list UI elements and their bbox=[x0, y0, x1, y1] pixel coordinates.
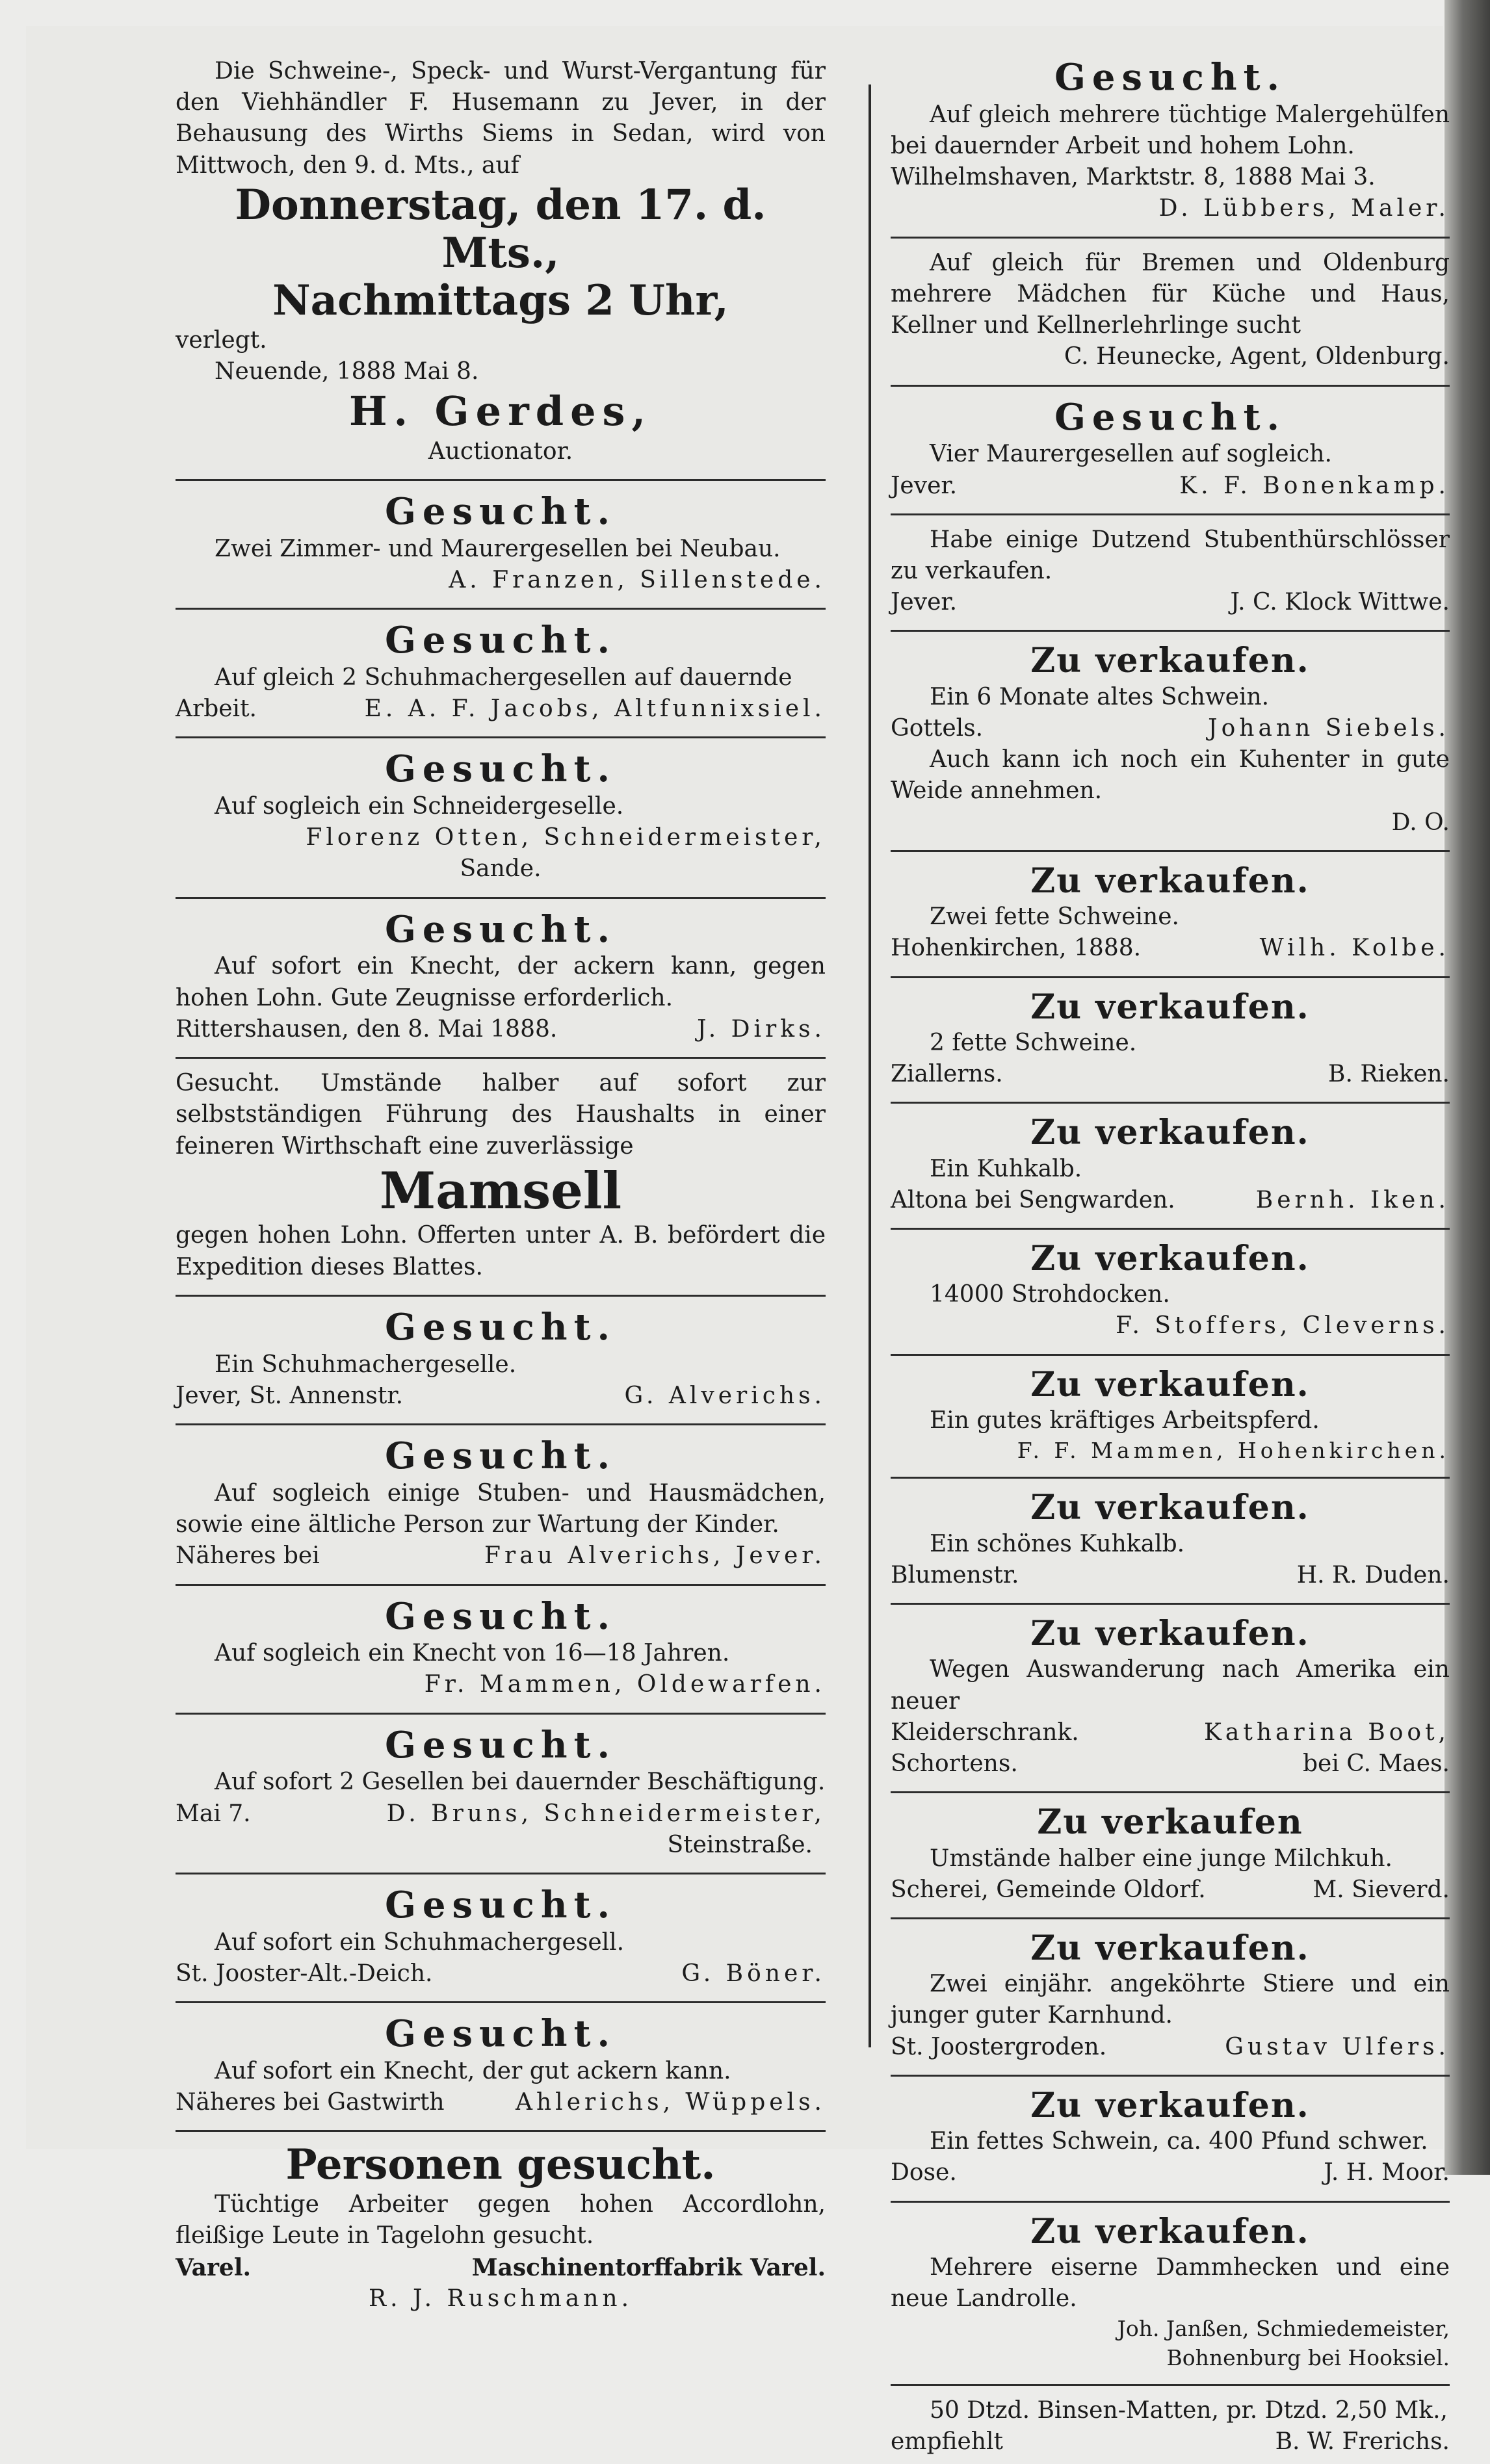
ad-place: Schortens. bbox=[891, 1750, 1018, 1778]
ad-heading: Zu verkaufen. bbox=[1030, 1614, 1310, 1654]
ad-signature: Katharina Boot, bbox=[1204, 1718, 1450, 1746]
ad-verkaufen bbox=[891, 2208, 1450, 2379]
ad-text: Ein fettes Schwein, ca. 400 Pfund schwer. bbox=[930, 2128, 1428, 2155]
ad-signature: Frau Alverichs, Jever. bbox=[484, 1542, 826, 1570]
ad-text: Auf sofort ein Knecht, der gut ackern kann. bbox=[215, 2058, 731, 2085]
ad-text: Zwei fette Schweine. bbox=[930, 903, 1179, 931]
left-column bbox=[176, 52, 826, 2321]
divider bbox=[891, 1228, 1450, 1230]
ad-place: Dose. bbox=[891, 2159, 957, 2186]
divider bbox=[176, 1873, 826, 1874]
column-divider bbox=[869, 84, 871, 2047]
ad-gesucht bbox=[176, 904, 826, 1052]
ad-signature: D. Bruns, Schneidermeister, bbox=[386, 1800, 826, 1827]
ad-heading: Gesucht. bbox=[1054, 395, 1286, 439]
ad-heading: Gesucht. bbox=[1054, 56, 1286, 99]
ad-text: Habe einige Dutzend Stubenthürschlösser zu verkaufen. bbox=[891, 526, 1450, 585]
ad-heading: Gesucht. bbox=[385, 907, 616, 951]
ad-verkaufen bbox=[891, 1484, 1450, 1598]
ad-heading: Zu verkaufen. bbox=[1030, 1113, 1310, 1153]
ad-heading: Zu verkaufen. bbox=[1030, 2211, 1310, 2251]
ad-binsen-matten bbox=[891, 2391, 1450, 2464]
ad-signature: F. Stoffers, Cleverns. bbox=[1116, 1312, 1450, 1340]
ad-text: Zwei Zimmer- und Maurergesellen bei Neubau. bbox=[215, 535, 781, 562]
ad-signature: J. Dirks. bbox=[697, 1015, 826, 1043]
ad-text: Ein gutes kräftiges Arbeitspferd. bbox=[930, 1407, 1320, 1434]
ad-gesucht bbox=[176, 1720, 826, 1867]
ad-place: Jever. bbox=[891, 472, 958, 499]
ad-signature: D. O. bbox=[1391, 809, 1450, 836]
ad-text: Auch kann ich noch ein Kuhenter in gute Weide annehmen. bbox=[891, 746, 1450, 805]
ad-gesucht bbox=[176, 1431, 826, 1578]
ad-text: Auf sogleich ein Knecht von 16—18 Jahren. bbox=[215, 1640, 730, 1667]
ad-heading: Gesucht. bbox=[385, 747, 616, 791]
ad-place: Wilhelmshaven, Marktstr. 8, 1888 Mai 3. bbox=[891, 164, 1376, 191]
ad-text: Ein 6 Monate altes Schwein. bbox=[930, 683, 1270, 710]
divider bbox=[891, 1477, 1450, 1479]
ad-heading: Zu verkaufen. bbox=[1030, 861, 1310, 901]
ad-text: verlegt. bbox=[176, 326, 267, 354]
ad-text: 50 Dtzd. Binsen-Matten, pr. Dtzd. 2,50 Mk., bbox=[930, 2396, 1448, 2424]
ad-place: Ziallerns. bbox=[891, 1061, 1003, 1088]
ad-verkaufen bbox=[891, 1235, 1450, 1349]
ad-signature: Wilh. Kolbe. bbox=[1259, 935, 1450, 962]
divider bbox=[891, 1791, 1450, 1793]
ad-heading: Gesucht. bbox=[385, 2012, 616, 2056]
ad-text: Auf sofort 2 Gesellen bei dauernder Beschäftigung. bbox=[215, 1769, 826, 1796]
ad-heading: Gesucht. bbox=[385, 1305, 616, 1349]
divider bbox=[176, 479, 826, 481]
ad-heading: Gesucht. bbox=[385, 1884, 616, 1927]
ad-vergantung bbox=[176, 52, 826, 474]
ad-signature: D. Lübbers, Maler. bbox=[1158, 195, 1450, 222]
ad-signature: Gustav Ulfers. bbox=[1225, 2033, 1450, 2060]
ad-gesucht bbox=[176, 1591, 826, 1707]
ad-heading: Zu verkaufen. bbox=[1030, 1364, 1310, 1405]
ad-place: Hohenkirchen, 1888. bbox=[891, 935, 1142, 962]
ad-text: empfiehlt bbox=[891, 2428, 1003, 2455]
divider bbox=[891, 385, 1450, 387]
ad-text: Kleiderschrank. bbox=[891, 1718, 1079, 1746]
ad-text: Gesucht. Umstände halber auf sofort zur selbstständigen Führung des Haushalts in einer feineren Wirthschaft eine zuverlässige bbox=[176, 1070, 826, 1160]
ad-gesucht bbox=[176, 615, 826, 731]
ad-verkaufen bbox=[891, 1610, 1450, 1786]
ad-text: Auf sogleich einige Stuben- und Hausmädchen, sowie eine ältliche Person zur Wartung der Kinder. bbox=[176, 1479, 826, 1538]
ad-heading: Gesucht. bbox=[385, 1723, 616, 1767]
ad-signature-place: Steinstraße. bbox=[667, 1831, 813, 1858]
ad-heading: Gesucht. bbox=[385, 619, 616, 662]
ad-place: Jever. bbox=[891, 589, 958, 616]
ad-text: gegen hohen Lohn. Offerten unter A. B. befördert die Expedition dieses Blattes. bbox=[176, 1222, 826, 1280]
ad-signature: J. C. Klock Wittwe. bbox=[1230, 589, 1450, 616]
ad-place: Altona bei Sengwarden. bbox=[891, 1186, 1175, 1213]
ad-signature: B. Rieken. bbox=[1327, 1061, 1450, 1088]
ad-verkaufen bbox=[891, 1109, 1450, 1223]
ad-text: Auf gleich für Bremen und Oldenburg mehrere Mädchen für Küche und Haus, Kellner und Kellnerlehrlinge sucht bbox=[891, 249, 1450, 339]
ad-signature: Ahlerichs, Wüppels. bbox=[516, 2089, 826, 2116]
ad-heading: Personen gesucht. bbox=[285, 2140, 716, 2190]
divider bbox=[891, 630, 1450, 632]
divider bbox=[891, 513, 1450, 515]
page-edge-shadow bbox=[1444, 0, 1490, 2175]
ad-signature: C. Heunecke, Agent, Oldenburg. bbox=[1064, 343, 1450, 370]
ad-verkaufen bbox=[891, 1925, 1450, 2069]
ad-signature: Joh. Janßen, Schmiedemeister, bbox=[1117, 2316, 1450, 2342]
ad-signature-place: Sande. bbox=[460, 855, 542, 883]
ad-text: Auf gleich 2 Schuhmachergesellen auf dauernde bbox=[215, 664, 792, 691]
ad-text: Ein Kuhkalb. bbox=[930, 1155, 1082, 1182]
ad-signature: bei C. Maes. bbox=[1302, 1750, 1450, 1778]
divider bbox=[176, 608, 826, 610]
ad-heading: Zu verkaufen. bbox=[1030, 641, 1310, 681]
ad-signature: E. A. F. Jacobs, Altfunnixsiel. bbox=[364, 695, 826, 722]
divider bbox=[176, 1713, 826, 1715]
ad-text: Wegen Auswanderung nach Amerika ein neuer bbox=[891, 1656, 1450, 1715]
ad-verkaufen bbox=[891, 983, 1450, 1097]
ad-verkaufen bbox=[891, 521, 1450, 625]
ad-signature: Bernh. Iken. bbox=[1255, 1186, 1450, 1213]
divider bbox=[891, 2384, 1450, 2386]
ad-place: Scherei, Gemeinde Oldorf. bbox=[891, 1876, 1206, 1903]
divider bbox=[176, 1423, 826, 1425]
ad-text: Arbeit. bbox=[176, 695, 257, 722]
ad-place: Neuende, 1888 Mai 8. bbox=[215, 357, 479, 385]
ad-heading: Gesucht. bbox=[385, 489, 616, 533]
ad-personen-gesucht bbox=[176, 2137, 826, 2321]
ad-gesucht bbox=[176, 1302, 826, 1418]
divider bbox=[176, 2001, 826, 2003]
ad-signature: Fr. Mammen, Oldewarfen. bbox=[424, 1671, 826, 1698]
ad-heading: Zu verkaufen bbox=[1037, 1802, 1303, 1843]
ad-verkaufen bbox=[891, 1798, 1450, 1912]
ad-signature: R. J. Ruschmann. bbox=[368, 2285, 633, 2312]
divider bbox=[891, 1102, 1450, 1104]
ad-verkaufen bbox=[891, 1361, 1450, 1472]
ad-text: Mehrere eiserne Dammhecken und eine neue Landrolle. bbox=[891, 2253, 1450, 2313]
ad-heading: Zu verkaufen. bbox=[1030, 1488, 1310, 1528]
ad-place: Varel. bbox=[176, 2253, 252, 2281]
ad-place: St. Jooster-Alt.-Deich. bbox=[176, 1960, 433, 1988]
ad-signature: J. H. Moor. bbox=[1324, 2159, 1450, 2186]
ad-signature: H. R. Duden. bbox=[1296, 1561, 1450, 1589]
ad-heading: Zu verkaufen. bbox=[1030, 2085, 1310, 2125]
divider bbox=[176, 897, 826, 899]
ad-signature: Johann Siebels. bbox=[1208, 714, 1450, 742]
ad-heading: Zu verkaufen. bbox=[1030, 987, 1310, 1027]
ad-signature: H. Gerdes, bbox=[348, 387, 653, 435]
ad-signature: G. Böner. bbox=[681, 1960, 826, 1988]
ad-heading: Zu verkaufen. bbox=[1030, 1239, 1310, 1278]
ad-signature-role: Auctionator. bbox=[428, 437, 573, 465]
ad-gesucht bbox=[891, 244, 1450, 380]
ad-gesucht bbox=[176, 1880, 826, 1996]
divider bbox=[891, 1603, 1450, 1605]
divider bbox=[891, 2075, 1450, 2077]
ad-signature: M. Sieverd. bbox=[1313, 1876, 1450, 1903]
ad-heading: Gesucht. bbox=[385, 1434, 616, 1478]
ad-signature: Maschinentorffabrik Varel. bbox=[471, 2253, 826, 2281]
divider bbox=[891, 976, 1450, 978]
ad-text: Auf gleich mehrere tüchtige Malergehülfen bei dauernder Arbeit und hohem Lohn. bbox=[891, 101, 1450, 159]
right-column bbox=[891, 52, 1450, 2464]
ad-text: Mai 7. bbox=[176, 1800, 251, 1827]
ad-text: Auf sofort ein Knecht, der ackern kann, gegen hohen Lohn. Gute Zeugnisse erforderlich. bbox=[176, 953, 826, 1011]
ad-date-line-1: Donnerstag, den 17. d. Mts., bbox=[235, 180, 766, 278]
divider bbox=[891, 1917, 1450, 1919]
ad-gesucht bbox=[176, 486, 826, 603]
ad-gesucht bbox=[176, 2008, 826, 2125]
ad-verkaufen bbox=[891, 2082, 1450, 2196]
ad-signature: Florenz Otten, Schneidermeister, bbox=[306, 824, 826, 851]
ad-text: Näheres bei Gastwirth bbox=[176, 2089, 445, 2116]
divider bbox=[891, 1354, 1450, 1356]
ad-heading: Gesucht. bbox=[385, 1594, 616, 1638]
ad-text: Auf sogleich ein Schneidergeselle. bbox=[215, 792, 624, 820]
ad-heading: Zu verkaufen. bbox=[1030, 1928, 1310, 1968]
ad-mamsell bbox=[176, 1064, 826, 1290]
ad-date-line-2: Nachmittags 2 Uhr, bbox=[272, 276, 729, 326]
divider bbox=[176, 736, 826, 738]
ad-text: Umstände halber eine junge Milchkuh. bbox=[930, 1845, 1392, 1872]
ad-text: 14000 Strohdocken. bbox=[930, 1281, 1170, 1308]
divider bbox=[176, 1057, 826, 1059]
ad-signature: B. W. Frerichs. bbox=[1275, 2428, 1450, 2455]
ad-gesucht bbox=[891, 52, 1450, 231]
ad-place: Blumenstr. bbox=[891, 1561, 1019, 1589]
ad-text: Ein schönes Kuhkalb. bbox=[930, 1530, 1185, 1557]
ad-heading: Mamsell bbox=[379, 1161, 622, 1221]
ad-signature: K. F. Bonenkamp. bbox=[1179, 472, 1450, 499]
divider bbox=[176, 1584, 826, 1586]
ad-text: Näheres bei bbox=[176, 1542, 320, 1570]
ad-place: Gottels. bbox=[891, 714, 984, 742]
ad-text: Zwei einjähr. angeköhrte Stiere und ein junger guter Karnhund. bbox=[891, 1971, 1450, 2029]
ad-gesucht bbox=[891, 392, 1450, 508]
ad-verkaufen bbox=[891, 857, 1450, 971]
divider bbox=[891, 2201, 1450, 2203]
ad-signature: G. Alverichs. bbox=[624, 1382, 826, 1409]
ad-signature: F. F. Mammen, Hohenkirchen. bbox=[1017, 1438, 1450, 1464]
divider bbox=[176, 1295, 826, 1297]
ad-text: Auf sofort ein Schuhmachergesell. bbox=[215, 1928, 625, 1956]
ad-place: St. Joostergroden. bbox=[891, 2033, 1107, 2060]
ad-place: Rittershausen, den 8. Mai 1888. bbox=[176, 1015, 558, 1043]
ad-text: Vier Maurergesellen auf sogleich. bbox=[930, 441, 1332, 468]
divider bbox=[891, 850, 1450, 852]
ad-gesucht bbox=[176, 744, 826, 891]
divider bbox=[891, 237, 1450, 239]
ad-verkaufen bbox=[891, 637, 1450, 844]
divider bbox=[176, 2130, 826, 2132]
ad-text: 2 fette Schweine. bbox=[930, 1029, 1137, 1056]
ad-signature-place: Bohnenburg bei Hooksiel. bbox=[1166, 2344, 1450, 2370]
ad-text: Ein Schuhmachergeselle. bbox=[215, 1351, 517, 1378]
ad-text: Tüchtige Arbeiter gegen hohen Accordlohn, fleißige Leute in Tagelohn gesucht. bbox=[176, 2191, 826, 2250]
ad-signature: A. Franzen, Sillenstede. bbox=[449, 566, 826, 593]
ad-place: Jever, St. Annenstr. bbox=[176, 1382, 404, 1409]
ad-text: Die Schweine-, Speck- und Wurst-Vergantung für den Viehhändler F. Husemann zu Jever, in der Behausung des Wirths Siems in Sedan, wird von Mittwoch, den 9. d. Mts., auf bbox=[176, 58, 826, 179]
